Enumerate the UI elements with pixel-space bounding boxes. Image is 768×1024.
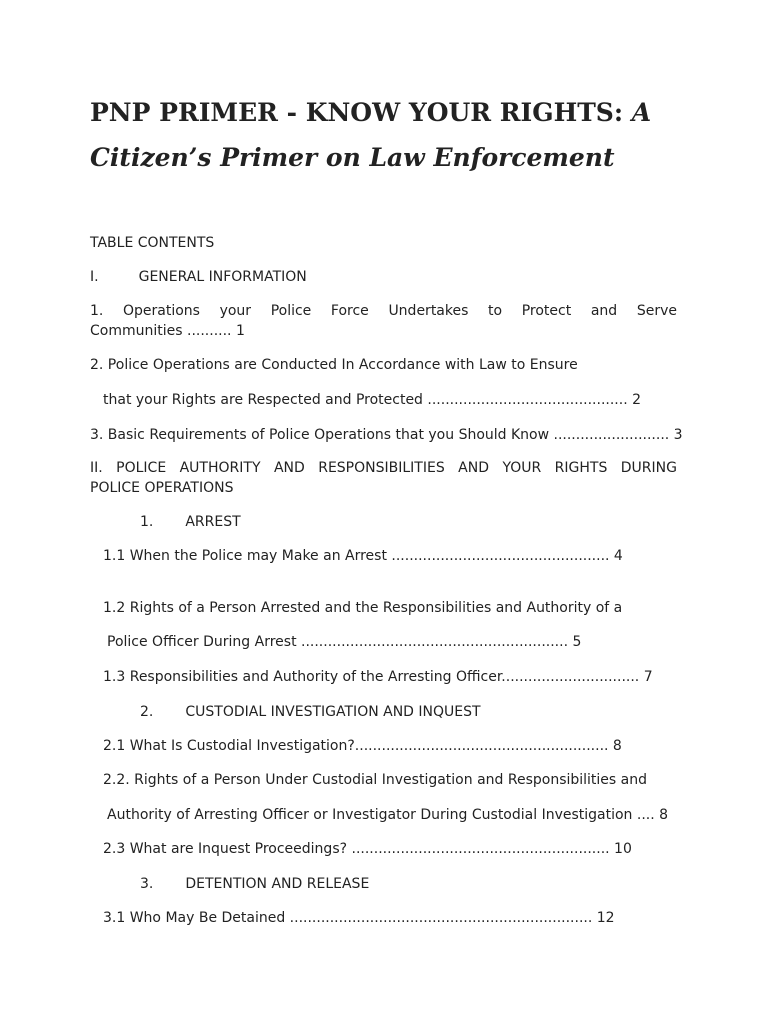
toc-word: your bbox=[219, 303, 252, 319]
toc-item-1-1: 1.1 When the Police may Make an Arrest ................................................. 4 bbox=[103, 548, 623, 564]
toc-item-2-2-line-1: 2.2. Rights of a Person Under Custodial Investigation and Responsibilities and bbox=[103, 772, 648, 788]
toc-word: 1. bbox=[90, 303, 104, 319]
toc-word: AND bbox=[458, 460, 489, 476]
toc-word: RESPONSIBILITIES bbox=[318, 460, 445, 476]
subsection-title: ARREST bbox=[185, 514, 241, 530]
toc-item-3: 3. Basic Requirements of Police Operations that you Should Know .......................... 3 bbox=[90, 427, 683, 443]
toc-heading: TABLE CONTENTS bbox=[90, 235, 215, 251]
subsection-number: 1. bbox=[140, 514, 154, 530]
toc-word: Protect bbox=[521, 303, 572, 319]
toc-item-1-row-1 bbox=[90, 301, 677, 321]
toc-section-2-row-1 bbox=[90, 458, 677, 478]
toc-item-2-3: 2.3 What are Inquest Proceedings? .......................................................... 10 bbox=[103, 841, 632, 857]
toc-word: AND bbox=[273, 460, 305, 476]
toc-subsection-1 bbox=[140, 512, 241, 532]
subsection-number: 2. bbox=[140, 704, 154, 720]
section-number: I. bbox=[90, 269, 99, 285]
document-title-line-1 bbox=[90, 98, 690, 127]
toc-item-1-2-line-2: Police Officer During Arrest ............................................................ 5 bbox=[107, 634, 582, 650]
toc-word: Force bbox=[330, 303, 369, 319]
toc-section-2-row-2: POLICE OPERATIONS bbox=[90, 480, 234, 496]
toc-word: II. bbox=[90, 460, 103, 476]
subsection-title: CUSTODIAL INVESTIGATION AND INQUEST bbox=[185, 704, 481, 720]
toc-word: and bbox=[590, 303, 618, 319]
toc-subsection-2 bbox=[140, 702, 481, 722]
toc-item-1-2-line-1: 1.2 Rights of a Person Arrested and the Responsibilities and Authority of a bbox=[103, 600, 623, 616]
section-title: GENERAL INFORMATION bbox=[138, 269, 307, 285]
toc-item-2-line-1: 2. Police Operations are Conducted In Accordance with Law to Ensure bbox=[90, 357, 578, 373]
toc-word: RIGHTS bbox=[554, 460, 608, 476]
document-title-line-2: Citizen’s Primer on Law Enforcement bbox=[90, 143, 615, 172]
toc-word: to bbox=[488, 303, 503, 319]
toc-item-3-1: 3.1 Who May Be Detained .................................................................... 12 bbox=[103, 910, 615, 926]
toc-subsection-3 bbox=[140, 874, 369, 894]
toc-word: AUTHORITY bbox=[179, 460, 261, 476]
subsection-title: DETENTION AND RELEASE bbox=[185, 876, 370, 892]
toc-item-1-row-2: Communities .......... 1 bbox=[90, 323, 245, 339]
toc-item-1 bbox=[90, 301, 677, 341]
toc-word: POLICE bbox=[116, 460, 167, 476]
title-main: PNP PRIMER - KNOW YOUR RIGHTS: bbox=[90, 98, 632, 127]
toc-item-1-3: 1.3 Responsibilities and Authority of the Arresting Officer............................... 7 bbox=[103, 669, 653, 685]
toc-word: YOUR bbox=[502, 460, 542, 476]
toc-item-2-2-line-2: Authority of Arresting Officer or Investigator During Custodial Investigation .... 8 bbox=[107, 807, 669, 823]
toc-item-2-1: 2.1 What Is Custodial Investigation?......................................................... 8 bbox=[103, 738, 622, 754]
toc-word: Police bbox=[270, 303, 312, 319]
toc-word: DURING bbox=[620, 460, 677, 476]
toc-section-2 bbox=[90, 458, 677, 498]
toc-word: Operations bbox=[122, 303, 200, 319]
toc-word: Undertakes bbox=[388, 303, 469, 319]
toc-section-1 bbox=[90, 267, 307, 287]
subsection-number: 3. bbox=[140, 876, 154, 892]
title-italic-a: A bbox=[631, 98, 652, 127]
toc-item-2-line-2: that your Rights are Respected and Protected ............................................. 2 bbox=[103, 392, 642, 408]
toc-word: Serve bbox=[636, 303, 677, 319]
